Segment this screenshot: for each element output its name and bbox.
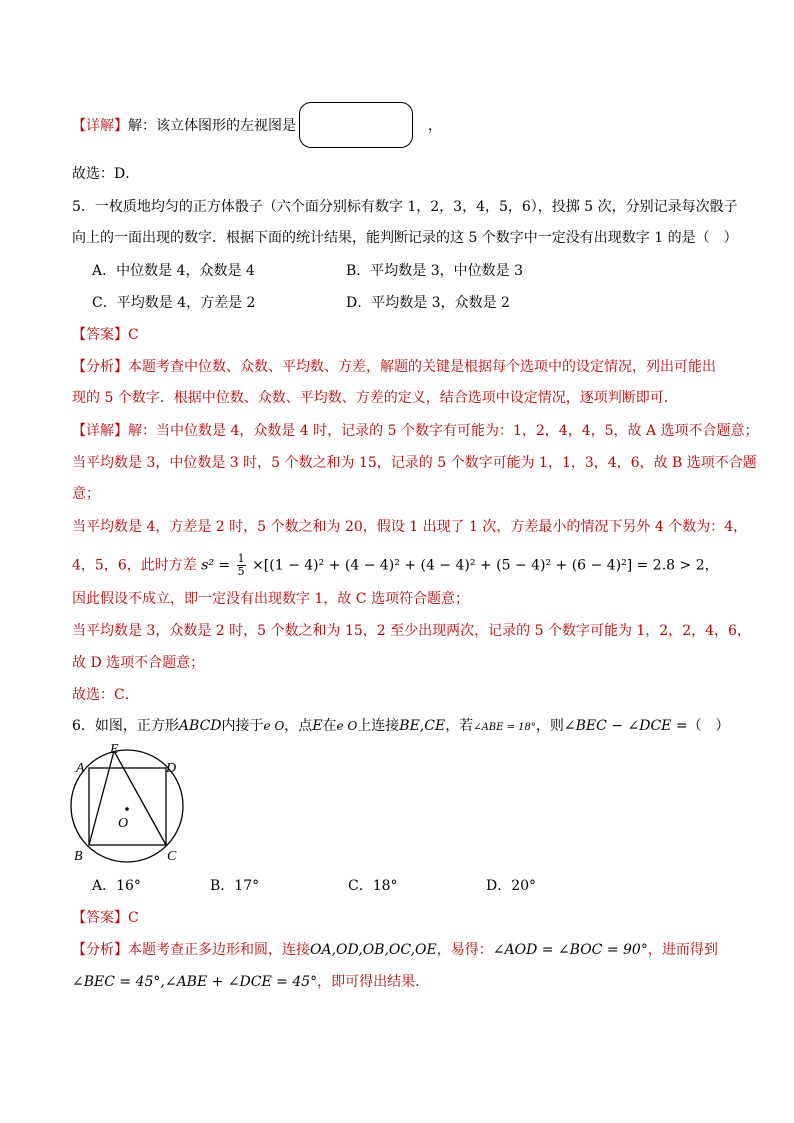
q6-analysis-math: OA,OD,OB,OC,OE xyxy=(310,942,437,958)
q6-stem-text: ，若 xyxy=(445,718,474,734)
q6-option-a: A．16° xyxy=(92,878,141,894)
q6-stem-text: 内接于 xyxy=(221,718,264,734)
q6-analysis-line2 xyxy=(72,973,429,991)
segment-be xyxy=(89,751,114,845)
detail-label: 【详解】 xyxy=(72,118,128,134)
q6-analysis-text: 【分析】本题考查正多边形和圆，连接 xyxy=(72,942,310,958)
q6-option-b: B．17° xyxy=(210,878,260,894)
q6-stem-text: 6．如图，正方形 xyxy=(72,718,179,734)
q5-detail-line3: 意； xyxy=(72,486,100,502)
q5-option-b: B．平均数是 3，中位数是 3 xyxy=(346,263,524,279)
q5-answer: 【答案】C xyxy=(72,327,139,343)
q5-detail2-line2: 当平均数是 3，众数是 2 时，5 个数之和为 15，2 至少出现两次，记录的 5 个数字可能为 1，2，2，4，6， xyxy=(72,623,751,639)
left-view-figure xyxy=(299,102,413,148)
q6-option-c: C．18° xyxy=(348,878,398,894)
label-b: B xyxy=(74,849,83,864)
q6-stem-text: 在 xyxy=(322,718,337,734)
q5-stem-line1: 5．一枚质地均匀的正方体骰子（六个面分别标有数字 1，2，3，4，5，6），投掷 5 次，分别记录每次骰子 xyxy=(72,199,738,215)
formula-lhs: s² = xyxy=(201,557,231,574)
q6-analysis-math: ∠AOD = ∠BOC = 90° xyxy=(492,942,648,958)
q5-detail-line4: 当平均数是 4，方差是 2 时，5 个数之和为 20，假设 1 出现了 1 次，方差最小的情况下另外 4 个数为：4， xyxy=(72,519,748,535)
q5-option-c: C．平均数是 4，方差是 2 xyxy=(92,295,256,311)
q5-choice: 故选：C． xyxy=(72,687,139,703)
label-o: O xyxy=(118,816,129,831)
label-a: A xyxy=(76,761,85,776)
q5-detail2-line3: 故 D 选项不合题意； xyxy=(72,655,205,671)
q5-stem-line2: 向上的一面出现的数字．根据下面的统计结果，能判断记录的这 5 个数字中一定没有出现数字 1 的是（ ） xyxy=(72,230,738,246)
q6-stem-math: ABCD xyxy=(178,718,222,734)
detail-line xyxy=(72,117,296,135)
square-abcd xyxy=(89,768,166,845)
label-e: E xyxy=(110,742,119,757)
q5-detail-line1: 【详解】解：当中位数是 4，众数是 4 时，记录的 5 个数字有可能为：1，2，4，4，5，故 A 选项不合题意； xyxy=(72,423,759,439)
q6-analysis-line1 xyxy=(72,941,718,959)
fraction-numerator: 1 xyxy=(237,552,245,565)
label-d: D xyxy=(166,761,177,776)
detail-text: 解：该立体图形的左视图是 xyxy=(128,118,296,134)
q5-analysis-line2: 现的 5 个数字．根据中位数、众数、平均数、方差的定义，结合选项中设定情况，逐项判断即可． xyxy=(72,390,678,406)
q6-stem-text: ，点 xyxy=(284,718,313,734)
q5-formula-line xyxy=(72,553,719,578)
q6-analysis-math: ∠BEC = 45°,∠ABE + ∠DCE = 45° xyxy=(72,974,318,990)
q6-analysis-text: ，即可得出结果． xyxy=(317,974,430,990)
choice-line: 故选：D． xyxy=(72,166,140,182)
q6-stem-math: e O xyxy=(263,719,285,733)
q6-stem-math: e O xyxy=(336,719,358,733)
q6-stem-math: BE,CE xyxy=(399,718,446,734)
fraction-denominator: 5 xyxy=(237,565,245,578)
q5-detail-line2: 当平均数是 3，中位数是 3 时，5 个数之和为 15，记录的 5 个数字可能为 1，1，3，4，6，故 B 选项不合题 xyxy=(72,455,757,471)
q5-analysis-line1: 【分析】本题考查中位数、众数、平均数、方差，解题的关键是根据每个选项中的设定情况，列出可能出 xyxy=(72,359,716,375)
q6-stem-text: ，则 xyxy=(535,718,564,734)
q6-stem-math: ∠ABE = 18° xyxy=(473,722,536,733)
formula-prefix: 4，5，6，此时方差 xyxy=(72,557,197,574)
formula-fraction xyxy=(237,553,246,578)
q6-analysis-text: ，进而得到 xyxy=(647,942,718,958)
q6-stem-math: ∠BEC − ∠DCE = xyxy=(563,718,688,734)
label-c: C xyxy=(167,849,177,864)
q6-analysis-text: ，易得： xyxy=(436,942,493,958)
q5-detail2-line1: 因此假设不成立，即一定没有出现数字 1，故 C 选项符合题意； xyxy=(72,591,469,607)
q6-stem-math: E xyxy=(312,718,323,734)
q6-stem-text: 上连接 xyxy=(357,718,400,734)
detail-tail: ， xyxy=(428,118,442,134)
q6-stem xyxy=(72,717,730,737)
circle-square-figure xyxy=(70,742,190,864)
q6-option-d: D．20° xyxy=(486,878,537,894)
q6-answer: 【答案】C xyxy=(72,910,139,926)
q5-option-d: D．平均数是 3，众数是 2 xyxy=(346,295,510,311)
center-point xyxy=(125,807,129,811)
q6-stem-text: （ ） xyxy=(687,718,730,734)
formula-body: ×[(1 − 4)² + (4 − 4)² + (4 − 4)² + (5 − 4)² + (6 − 4)²] = 2.8 > 2， xyxy=(252,557,719,574)
q5-option-a: A．中位数是 4，众数是 4 xyxy=(92,263,255,279)
